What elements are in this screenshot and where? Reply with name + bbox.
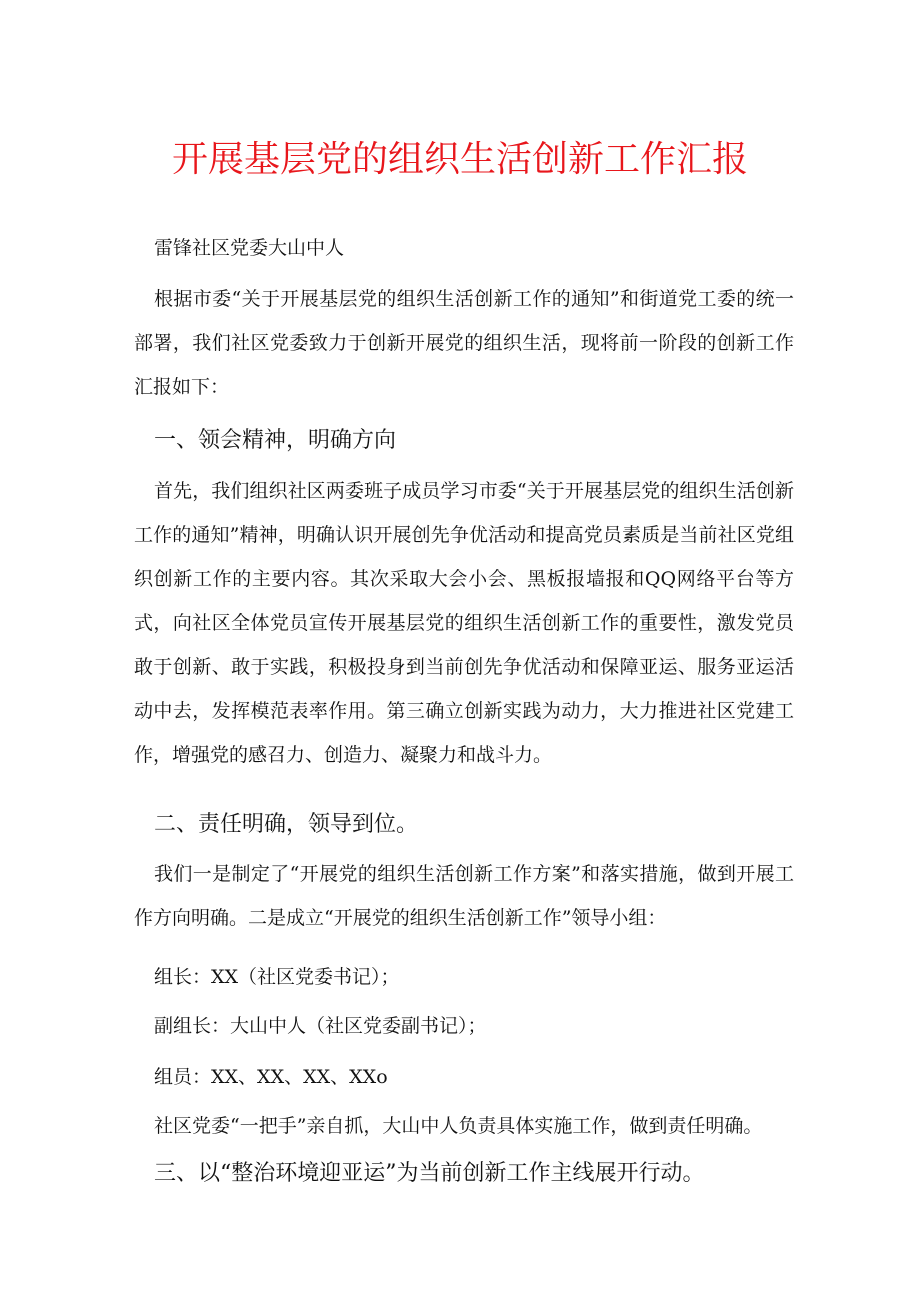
leader-line: 组长：XX（社区党委书记）；: [154, 966, 400, 988]
deputy-leader-line: 副组长：大山中人（社区党委副书记）；: [154, 1015, 487, 1037]
intro-paragraph: 根据市委“关于开展基层党的组织生活创新工作的通知”和街道党工委的统一部署，我们社区党委致力于创新开展党的组织生活，现将前一阶段的创新工作汇报如下：: [134, 288, 794, 398]
section2-paragraph: 我们一是制定了“开展党的组织生活创新工作方案”和落实措施，做到开展工作方向明确。二是成立“开展党的组织生活创新工作”领导小组：: [134, 863, 794, 929]
section1-heading: 一、领会精神，明确方向: [154, 428, 397, 453]
section2-heading: 二、责任明确，领导到位。: [154, 812, 419, 837]
section1-paragraph: 首先，我们组织社区两委班子成员学习市委“关于开展基层党的组织生活创新工作的通知”精神，明确认识开展创先争优活动和提高党员素质是当前社区党组织创新工作的主要内容。其次采取大会小会、黑板报墙报和QQ网络平台等方式，向社区全体党员宣传开展基层党的组织生活创新工作的重要性，激发党员敢于创新、敢于实践，积极投身到当前创先争优活动和保障亚运、服务亚运活动中去，发挥模范表率作用。第三确立创新实践为动力，大力推进社区党建工作，增强党的感召力、创造力、凝聚力和战斗力。: [134, 480, 794, 766]
section3-heading: 三、以“整治环境迎亚运”为当前创新工作主线展开行动。: [154, 1161, 705, 1186]
members-line: 组员：XX、XX、XX、XXo: [154, 1066, 388, 1088]
responsibility-line: 社区党委“一把手”亲自抓，大山中人负责具体实施工作，做到责任明确。: [154, 1115, 763, 1137]
document-title: 开展基层党的组织生活创新工作汇报: [171, 139, 748, 180]
author-line: 雷锋社区党委大山中人: [154, 237, 345, 259]
